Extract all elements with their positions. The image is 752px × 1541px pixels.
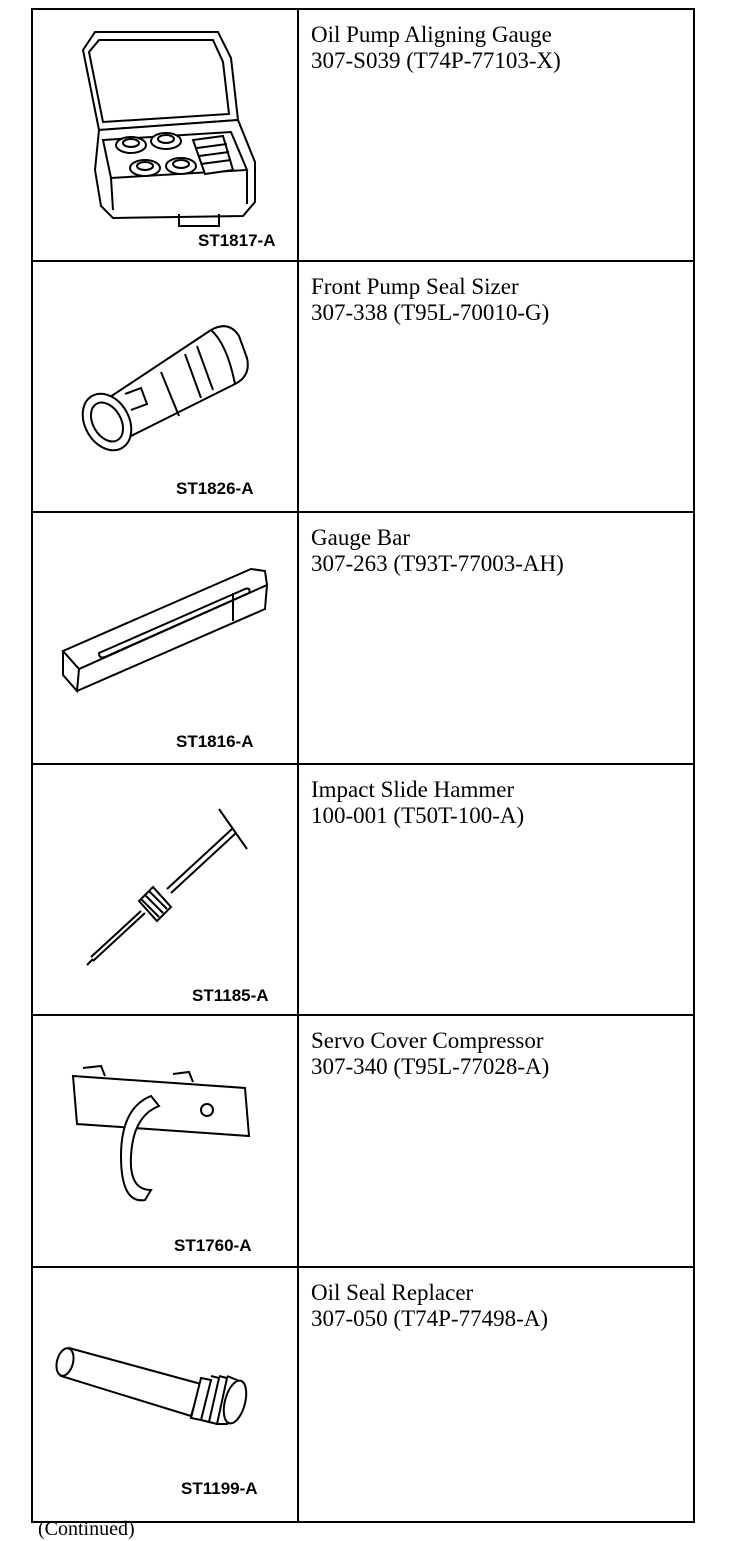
tool-name: Servo Cover Compressor <box>311 1028 544 1053</box>
tool-number: 307-050 (T74P-77498-A) <box>311 1305 548 1331</box>
seal-sizer-icon <box>33 262 299 512</box>
tool-name: Impact Slide Hammer <box>311 776 515 802</box>
tool-name: Oil Seal Replacer <box>311 1279 474 1305</box>
figure-code: ST1199-A <box>181 1478 258 1498</box>
seal-replacer-icon <box>33 1268 299 1518</box>
tool-name: Oil Pump Aligning Gauge <box>311 22 552 47</box>
tool-name: Gauge Bar <box>311 525 410 550</box>
continued-note: (Continued) <box>38 1518 135 1540</box>
special-tools-table <box>31 8 695 1523</box>
tool-row <box>33 1016 693 1268</box>
tool-description <box>299 262 693 512</box>
tool-number: 307-338 (T95L-70010-G) <box>311 299 550 325</box>
tool-image-cell <box>33 513 299 763</box>
servo-compressor-icon <box>33 1016 299 1266</box>
tool-image-cell <box>33 1268 299 1521</box>
tool-description <box>299 1268 693 1521</box>
tool-description <box>299 10 693 260</box>
tool-number: 307-S039 (T74P-77103-X) <box>311 48 561 73</box>
tool-row <box>33 765 693 1017</box>
tool-row <box>33 513 693 765</box>
tool-case-icon <box>33 10 299 260</box>
tool-row <box>33 1268 693 1521</box>
figure-code: ST1760-A <box>174 1236 252 1255</box>
gauge-bar-icon <box>33 513 299 763</box>
figure-code: ST1816-A <box>176 732 254 751</box>
tool-image-cell <box>33 765 299 1015</box>
tool-number: 307-340 (T95L-77028-A) <box>311 1054 550 1079</box>
figure-code: ST1826-A <box>176 478 254 498</box>
tool-name: Front Pump Seal Sizer <box>311 273 519 299</box>
tool-row <box>33 262 693 514</box>
tool-description <box>299 765 693 1015</box>
figure-code: ST1185-A <box>192 985 269 1005</box>
tool-image-cell <box>33 1016 299 1266</box>
tool-description <box>299 513 693 763</box>
tool-number: 307-263 (T93T-77003-AH) <box>311 551 564 576</box>
tool-image-cell <box>33 262 299 512</box>
tool-description <box>299 1016 693 1266</box>
slide-hammer-icon <box>33 765 299 1015</box>
tool-row <box>33 10 693 262</box>
tool-number: 100-001 (T50T-100-A) <box>311 802 525 828</box>
tool-image-cell <box>33 10 299 260</box>
figure-code: ST1817-A <box>198 231 276 250</box>
